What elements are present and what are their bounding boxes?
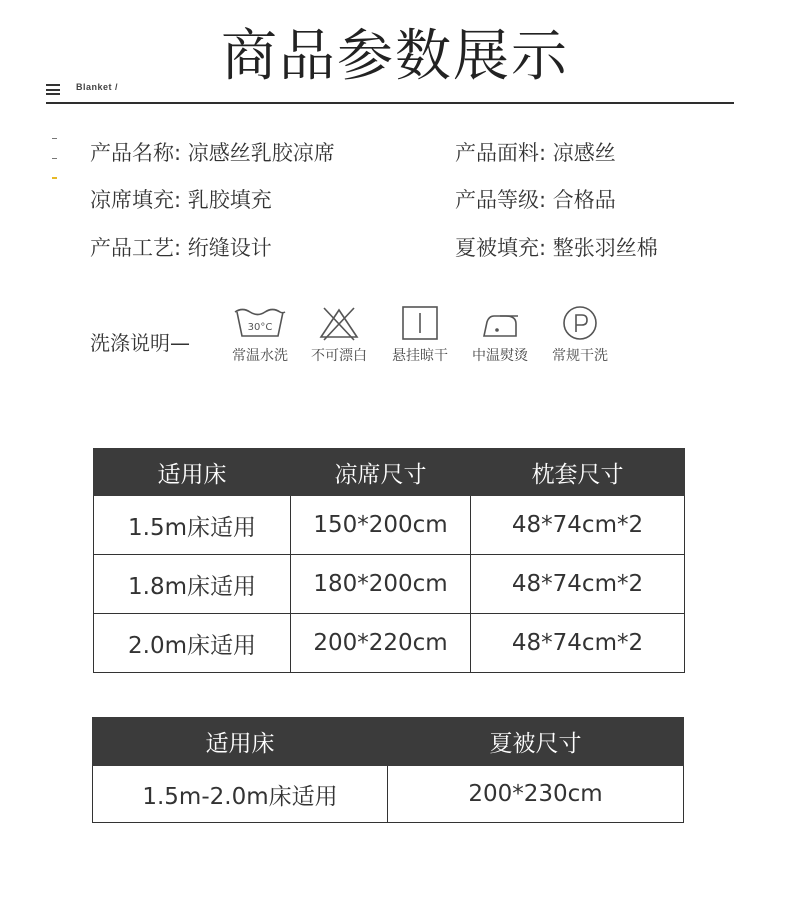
table-header-cell: 适用床 [94,449,291,496]
table-cell: 1.5m床适用 [94,496,291,555]
no-bleach-icon [311,305,367,341]
care-text: 常温水洗 [232,348,288,364]
care-text: 常规干洗 [552,348,608,364]
care-text: 悬挂晾干 [392,348,448,364]
care-item [383,305,457,365]
care-text: 中温熨烫 [472,348,528,364]
table-header-row [93,718,684,766]
spec-value: 乳胶填充 [187,188,272,212]
spec-item [455,187,616,213]
spec-value: 凉感丝乳胶凉席 [187,141,335,165]
mat-size-table [93,448,685,673]
wash-30c-icon [232,305,288,341]
spec-label: 产品等级: [455,188,547,212]
spec-label: 产品名称: [90,141,182,165]
table-cell: 2.0m床适用 [94,614,291,673]
table-cell: 48*74cm*2 [471,614,685,673]
spec-label: 凉席填充: [90,188,182,212]
care-item [543,305,617,365]
wash-temp-label: 30°C [247,322,273,333]
spec-item [90,235,272,261]
spec-label: 产品工艺: [90,236,182,260]
table-row [93,766,684,823]
table-header-cell: 适用床 [93,718,388,766]
spec-item [90,187,272,213]
decor-dash [52,158,57,159]
table-cell: 180*200cm [291,555,471,614]
table-cell: 1.8m床适用 [94,555,291,614]
spec-item [455,235,658,261]
hang-dry-icon [392,305,448,341]
table-row [94,496,685,555]
care-item [302,305,376,365]
quilt-size-table [92,717,684,823]
menu-icon[interactable] [46,84,60,95]
table-cell: 200*220cm [291,614,471,673]
dry-clean-p-icon [552,305,608,341]
care-label: 洗涤说明— [90,331,190,355]
table-cell: 200*230cm [388,766,684,823]
care-item [223,305,297,365]
table-cell: 150*200cm [291,496,471,555]
decor-dash [52,138,57,139]
table-cell: 1.5m-2.0m床适用 [93,766,388,823]
table-row [94,614,685,673]
table-header-cell: 枕套尺寸 [471,449,685,496]
breadcrumb: Blanket / [76,82,119,92]
spec-label: 夏被填充: [455,236,547,260]
table-cell: 48*74cm*2 [471,496,685,555]
spec-value: 整张羽丝棉 [552,236,658,260]
table-header-row [94,449,685,496]
care-item [463,305,537,365]
spec-label: 产品面料: [455,141,547,165]
iron-medium-icon [472,305,528,341]
table-cell: 48*74cm*2 [471,555,685,614]
care-text: 不可漂白 [311,348,367,364]
decor-dash-accent [52,177,57,179]
table-row [94,555,685,614]
table-header-cell: 夏被尺寸 [388,718,684,766]
spec-value: 合格品 [552,188,616,212]
table-header-cell: 凉席尺寸 [291,449,471,496]
spec-item [455,140,616,166]
spec-value: 凉感丝 [552,141,616,165]
page-title: 商品参数展示 [221,24,569,89]
header-divider [46,102,734,104]
spec-item [90,140,335,166]
spec-value: 绗缝设计 [187,236,272,260]
